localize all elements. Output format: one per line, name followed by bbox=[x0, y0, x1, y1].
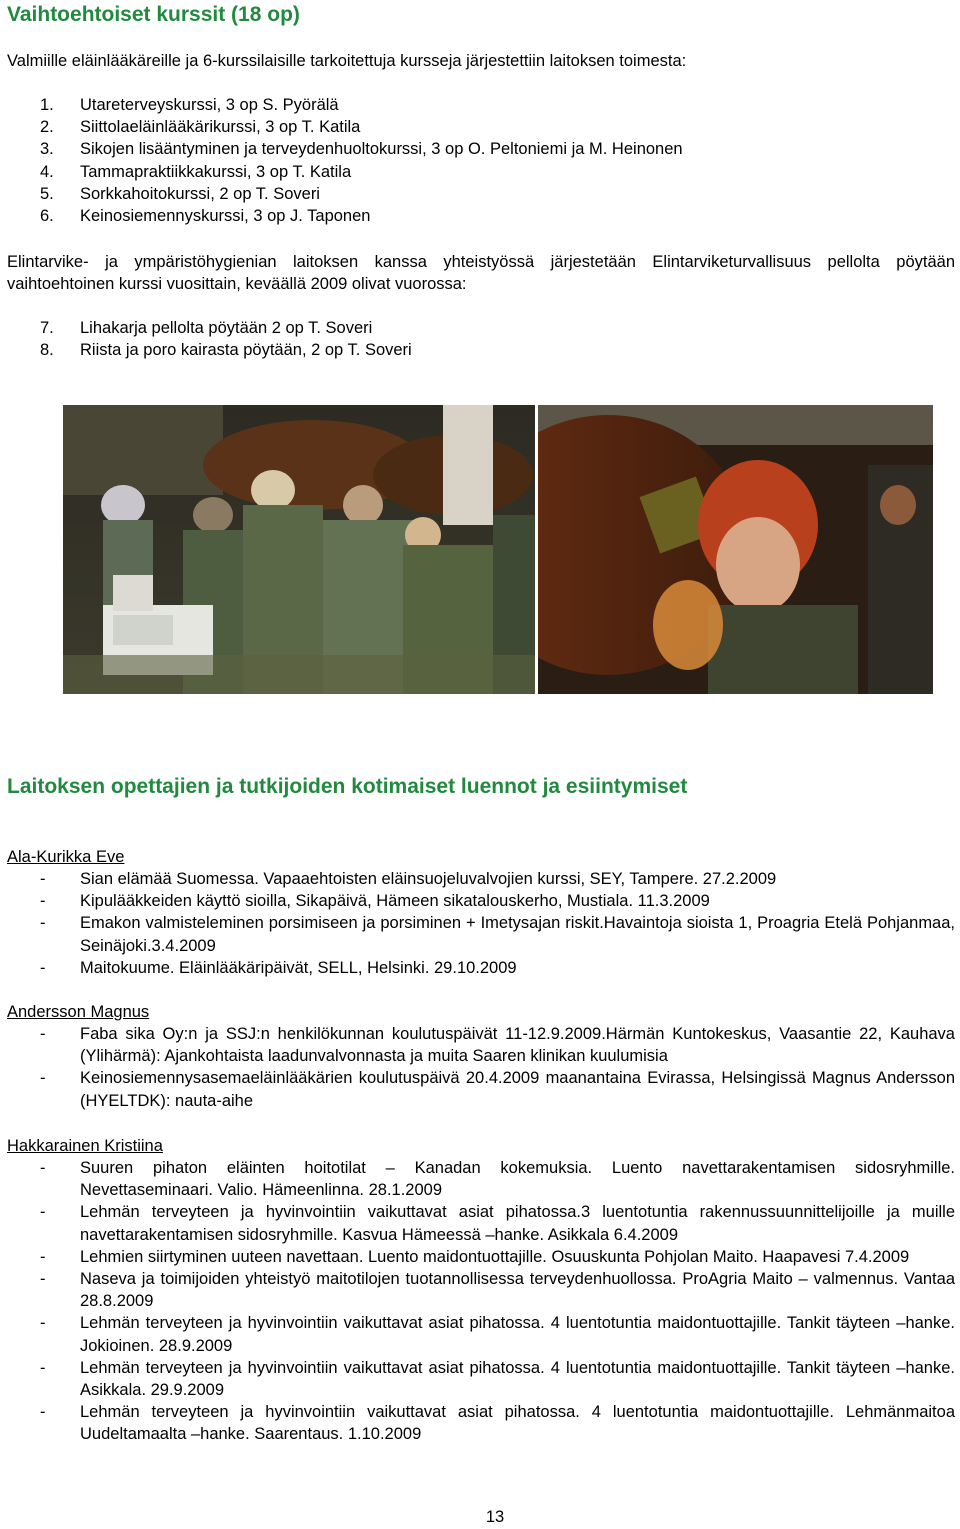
list-item: - Lehmän terveyteen ja hyvinvointiin vaikuttavat asiat pihatossa. 4 luentotuntia maidontuottajille. Tankit täyteen –hanke. Asikkala. 29.9.2009 bbox=[40, 1358, 955, 1400]
list-item: 6. Keinosiemennyskurssi, 3 op J. Taponen bbox=[40, 206, 371, 225]
list-item: - Kipulääkkeiden käyttö sioilla, Sikapäivä, Hämeen sikatalouskerho, Mustiala. 11.3.2009 bbox=[40, 892, 710, 911]
list-item: - Sian elämää Suomessa. Vapaaehtoisten eläinsuojeluvalvojien kurssi, SEY, Tampere. 27.2.2009 bbox=[40, 870, 777, 888]
section-title-lectures: Laitoksen opettajien ja tutkijoiden kotimaiset luennot ja esiintymiset bbox=[7, 775, 688, 798]
person-name: Andersson Magnus bbox=[7, 1003, 150, 1021]
photo-students-horse-clinic bbox=[63, 405, 535, 694]
list-item: 4. Tammapraktiikkakurssi, 3 op T. Katila bbox=[40, 162, 352, 181]
person-name: Hakkarainen Kristiina bbox=[7, 1137, 163, 1155]
list-item: - Lehmän terveyteen ja hyvinvointiin vaikuttavat asiat pihatossa. 4 luentotuntia maidontuottajille. Tankit täyteen –hanke. Jokioinen. 28.9.2009 bbox=[40, 1314, 955, 1355]
course-list bbox=[40, 94, 683, 227]
list-item: - Naseva ja toimijoiden yhteistyö maitotilojen tuotannollisessa terveydenhuollossa. ProAgria Maito – valmennus. Vantaa 28.8.2009 bbox=[40, 1270, 955, 1311]
intro-paragraph: Valmiille eläinlääkäreille ja 6-kurssilaisille tarkoitettuja kursseja järjestettiin laitoksen toimesta: bbox=[7, 52, 687, 70]
course-list-2 bbox=[40, 317, 412, 361]
lecture-list bbox=[7, 868, 955, 979]
list-item: 7. Lihakarja pellolta pöytään 2 op T. Soveri bbox=[40, 319, 373, 337]
cooperation-paragraph: Elintarvike- ja ympäristöhygienian laitoksen kanssa yhteistyössä järjestetään Elintarviketurvallisuus pellolta pöytään vaihtoehtoinen kurssi vuosittain, keväällä 2009 olivat vuorossa: bbox=[7, 253, 955, 293]
section-title-alternative-courses: Vaihtoehtoiset kurssit (18 op) bbox=[7, 3, 300, 26]
list-item: - Lehmien siirtyminen uuteen navettaan. Luento maidontuottajille. Osuuskunta Pohjolan Maito. Haapavesi 7.4.2009 bbox=[40, 1247, 910, 1266]
list-item: 3. Sikojen lisääntyminen ja terveydenhuoltokurssi, 3 op O. Peltoniemi ja M. Heinonen bbox=[40, 140, 683, 159]
list-item: 1. Utareterveyskurssi, 3 op S. Pyörälä bbox=[40, 96, 339, 114]
list-item: - Keinosiemennysasemaeläinlääkärien koulutuspäivä 20.4.2009 maanantaina Evirassa, Helsingissä Magnus Andersson (HYELTDK): nauta-aihe bbox=[40, 1069, 955, 1110]
person-name: Ala-Kurikka Eve bbox=[7, 848, 125, 866]
list-item: - Lehmän terveyteen ja hyvinvointiin vaikuttavat asiat pihatossa.3 luentotuntia rakennussuunnittelijoille ja muille navettarakentamisen sidosryhmille. Kasvua Hämeessä –hanke. Asikkala 6.4.2009 bbox=[40, 1203, 955, 1244]
list-item: 5. Sorkkahoitokurssi, 2 op T. Soveri bbox=[40, 184, 320, 203]
lecture-list bbox=[7, 1157, 955, 1446]
list-item: - Lehmän terveyteen ja hyvinvointiin vaikuttavat asiat pihatossa. 4 luentotuntia maidontuottajille. Lehmänmaitoa Uudeltamaalta –hanke. Saarentaus. 1.10.2009 bbox=[40, 1403, 955, 1444]
list-item: 8. Riista ja poro kairasta pöytään, 2 op T. Soveri bbox=[40, 341, 412, 360]
photo-student-examining-horse bbox=[538, 405, 933, 694]
list-item: 2. Siittolaeläinlääkärikurssi, 3 op T. Katila bbox=[40, 118, 361, 137]
page-number: 13 bbox=[485, 1508, 505, 1526]
list-item: - Emakon valmisteleminen porsimiseen ja porsiminen + Imetysajan riskit.Havaintoja sioista 1, Proagria Etelä Pohjanmaa, Seinäjoki.3.4.2009 bbox=[40, 914, 955, 955]
list-item: - Faba sika Oy:n ja SSJ:n henkilökunnan koulutuspäivät 11-12.9.2009.Härmän Kuntokeskus, Vaasantie 22, Kauhava (Ylihärmä): Ajankohtaista laadunvalvonnasta ja muita Saaren klinikan kuulumisia bbox=[40, 1025, 955, 1066]
lecture-list bbox=[7, 1023, 955, 1112]
list-item: - Maitokuume. Eläinlääkäripäivät, SELL, Helsinki. 29.10.2009 bbox=[40, 958, 517, 977]
list-item: - Suuren pihaton eläinten hoitotilat – Kanadan kokemuksia. Luento navettarakentamisen sidosryhmille. Nevettaseminaari. Valio. Hämeenlinna. 28.1.2009 bbox=[40, 1159, 955, 1200]
